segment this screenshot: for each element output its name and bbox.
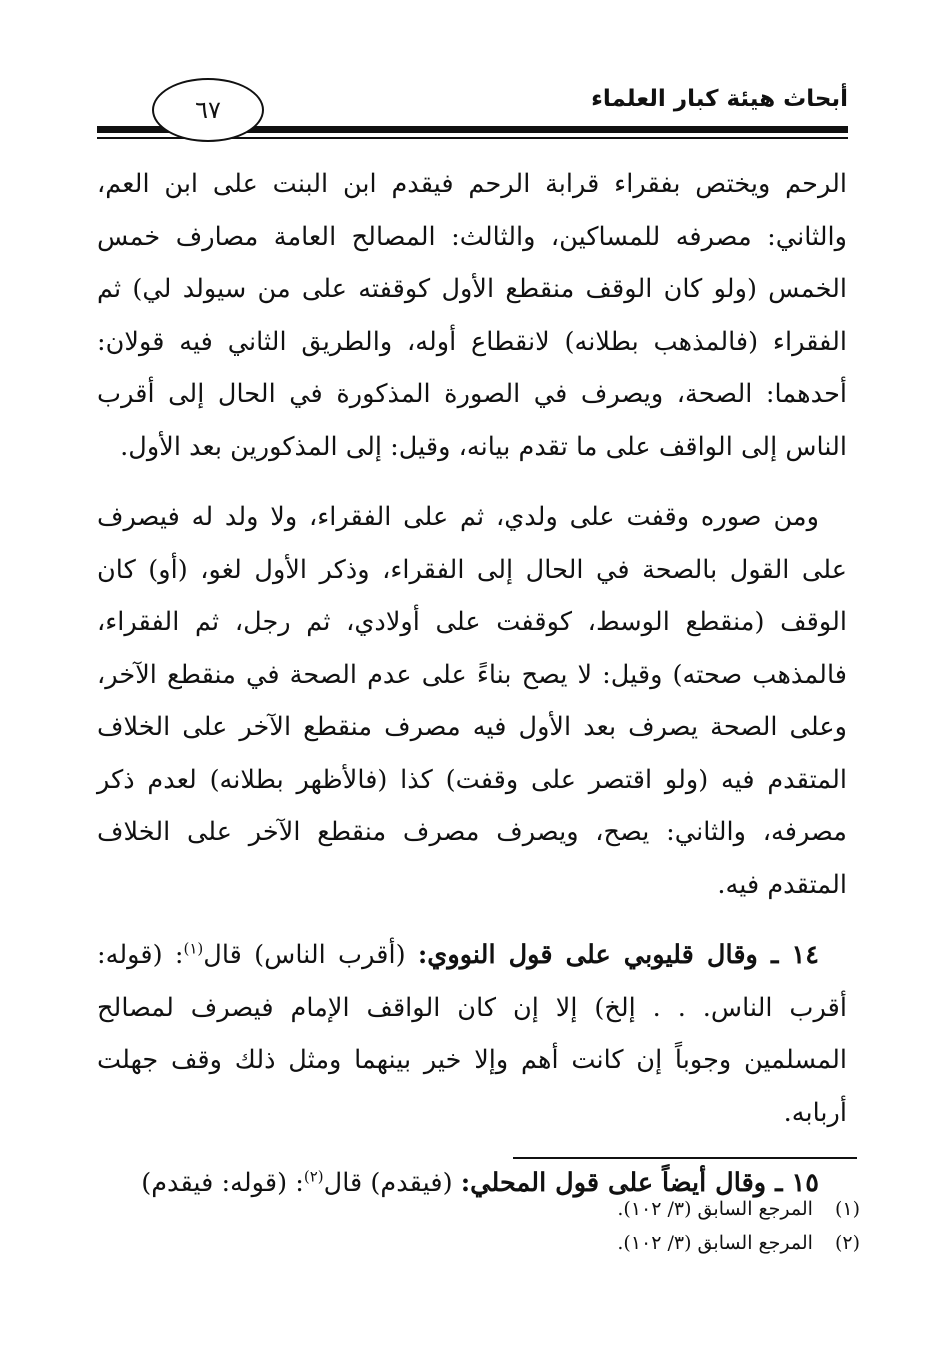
paragraph-4-lead: ١٥ ـ وقال أيضاً على قول المحلي:: [460, 1168, 819, 1198]
footnote-ref-1: (١): [183, 939, 204, 958]
running-title: أبحاث هيئة كبار العلماء: [591, 86, 848, 112]
page-number: [152, 78, 264, 142]
paragraph-4-text-b: : (قوله: فيقدم): [141, 1168, 304, 1198]
footnote-2-text: المرجع السابق (٣/ ١٠٢).: [617, 1232, 813, 1254]
paragraph-3-text-b: : (قوله: أقرب الناس. . . إلخ) إلا إن كان الواقف الإمام فيصرف لمصالح المسلمين وجوباً إن كانت أهم وإلا خير بينهما ومثل ذلك وقف جهلت أربابه.: [97, 940, 847, 1128]
body-text: [97, 158, 847, 1228]
footnote-1-text: المرجع السابق (٣/ ١٠٢).: [617, 1198, 813, 1220]
footnotes: [617, 1192, 860, 1260]
footnote-separator: [513, 1157, 857, 1159]
paragraph-1: الرحم ويختص بفقراء قرابة الرحم فيقدم ابن البنت على ابن العم، والثاني: مصرفه للمساكين، والثالث: المصالح العامة مصارف خمس الخمس (ولو كان الوقف منقطع الأول كوقفته على من سيولد لي) ثم الفقراء (فالمذهب بطلانه) لانقطاع أوله، والطريق الثاني فيه قولان: أحدهما: الصحة، ويصرف في الصورة المذكورة في الحال إلى أقرب الناس إلى الواقف على ما تقدم بيانه، وقيل: إلى المذكورين بعد الأول.: [97, 169, 847, 462]
footnote-2: [617, 1226, 860, 1260]
paragraph-2: ومن صوره وقفت على ولدي، ثم على الفقراء، ولا ولد له فيصرف على القول بالصحة في الحال إلى الفقراء، وذكر الأول لغو، (أو) كان الوقف (منقطع الوسط، كوقفت على أولادي، ثم رجل، ثم الفقراء، فالمذهب صحته) وقيل: لا يصح بناءً على عدم الصحة في منقطع الآخر، وعلى الصحة يصرف بعد الأول فيه مصرف منقطع الآخر على الخلاف المتقدم فيه (ولو اقتصر على وقفت) كذا (فالأظهر بطلانه) لعدم ذكر مصرفه، والثاني: يصح، ويصرف مصرف منقطع الآخر على الخلاف المتقدم فيه.: [97, 502, 847, 900]
paragraph-3-text-a: (أقرب الناس) قال: [203, 940, 418, 970]
page-number-text: ٦٧: [195, 96, 221, 124]
paragraph-3-lead: ١٤ ـ وقال قليوبي على قول النووي:: [417, 940, 819, 970]
paragraph-3: [97, 929, 847, 1139]
footnote-ref-2: (٢): [303, 1167, 324, 1186]
footnote-2-number: (٢): [834, 1232, 860, 1254]
footnote-1-number: (١): [834, 1198, 860, 1220]
footnote-1: [617, 1192, 860, 1226]
paragraph-4-text-a: (فيقدم) قال: [323, 1168, 461, 1198]
